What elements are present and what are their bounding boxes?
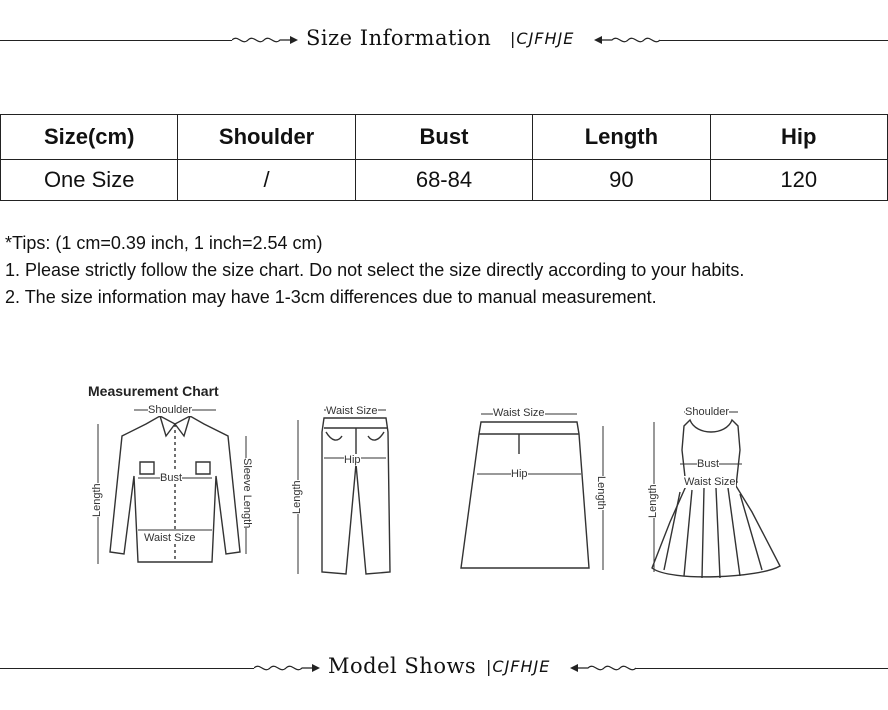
- header-rule-left: [0, 40, 232, 41]
- table-header-row: [1, 115, 888, 160]
- header-rule-right: [660, 40, 888, 41]
- pants-length-label: Length: [291, 480, 303, 514]
- pants-waist-label: Waist Size: [326, 405, 378, 417]
- model-shows-header: [0, 654, 888, 684]
- pants-hip-label: Hip: [344, 454, 361, 466]
- swirl-ornament-left-icon: [232, 32, 298, 48]
- dress-bust-label: Bust: [697, 458, 720, 470]
- skirt-length-label: Length: [595, 476, 607, 510]
- column-header: Size(cm): [1, 115, 178, 160]
- dress-length-label: Length: [647, 484, 659, 518]
- swirl-ornament-left-icon: [254, 660, 320, 676]
- brand-text: CJFHJE: [492, 657, 551, 676]
- tips-block: [5, 230, 885, 311]
- dress-shoulder-label: Shoulder: [685, 406, 730, 418]
- shirt-sleeve-label: Sleeve Length: [241, 458, 253, 529]
- tip-conversion: *Tips: (1 cm=0.39 inch, 1 inch=2.54 cm): [5, 233, 323, 253]
- brand-name: |CJFHJE: [486, 657, 551, 676]
- skirt-diagram: [455, 402, 610, 582]
- table-cell: /: [178, 160, 355, 201]
- header-rule-right: [636, 668, 888, 669]
- header-rule-left: [0, 668, 254, 669]
- skirt-waist-label: Waist Size: [493, 407, 545, 419]
- tip-line-1: 1. Please strictly follow the size chart. Do not select the size directly according to your habits.: [5, 260, 745, 280]
- size-table: [0, 114, 888, 201]
- dress-icon: [640, 402, 800, 587]
- column-header: Shoulder: [178, 115, 355, 160]
- section-title: Model Shows: [328, 654, 477, 678]
- skirt-hip-label: Hip: [511, 468, 528, 480]
- dress-waist-label: Waist Size: [684, 476, 736, 488]
- table-cell: One Size: [1, 160, 178, 201]
- table-cell: 68-84: [355, 160, 532, 201]
- swirl-ornament-right-icon: [594, 32, 660, 48]
- column-header: Length: [533, 115, 710, 160]
- shirt-diagram: [88, 402, 263, 577]
- dress-diagram: [640, 402, 800, 587]
- table-row: [1, 160, 888, 201]
- shirt-bust-label: Bust: [160, 472, 183, 484]
- size-information-header: [0, 26, 888, 56]
- section-title: Size Information: [306, 26, 492, 50]
- skirt-icon: [455, 402, 610, 582]
- pants-icon: [290, 402, 395, 582]
- column-header: Hip: [710, 115, 887, 160]
- brand-text: CJFHJE: [516, 29, 575, 48]
- shirt-shoulder-label: Shoulder: [148, 404, 193, 416]
- measurement-chart-title: Measurement Chart: [88, 383, 219, 399]
- tip-line-2: 2. The size information may have 1-3cm differences due to manual measurement.: [5, 287, 657, 307]
- shirt-icon: [88, 402, 263, 577]
- shirt-length-label: Length: [91, 483, 103, 517]
- column-header: Bust: [355, 115, 532, 160]
- brand-name: |CJFHJE: [510, 29, 575, 48]
- shirt-waist-label: Waist Size: [144, 532, 196, 544]
- table-cell: 90: [533, 160, 710, 201]
- table-cell: 120: [710, 160, 887, 201]
- pants-diagram: [290, 402, 395, 582]
- swirl-ornament-right-icon: [570, 660, 636, 676]
